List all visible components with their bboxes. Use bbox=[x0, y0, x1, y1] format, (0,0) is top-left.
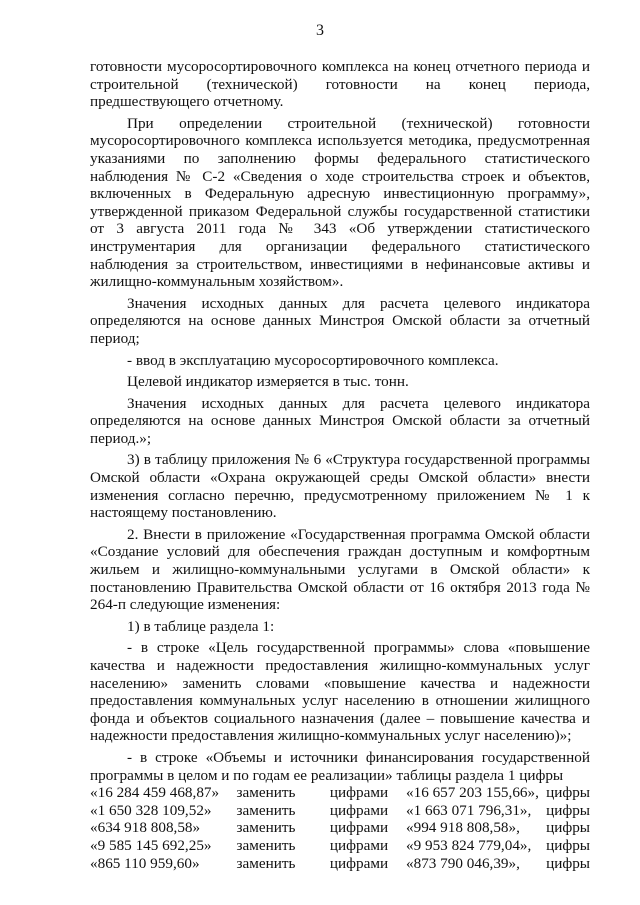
paragraph-item-2: 2. Внести в приложение «Государственная программа Омской области «Создание условий для обеспечения граждан доступным и комфортным жильем и жилищно-коммунальными услугами в Омской области» к постановлению Правительства Омской области от 16 октября 2013 года № 264-п следующие изменения: bbox=[90, 525, 590, 614]
tail-word: цифры bbox=[546, 836, 590, 854]
new-value: «9 953 824 779,04», bbox=[406, 836, 532, 854]
new-value: «873 790 046,39», bbox=[406, 854, 520, 872]
new-value: «1 663 071 796,31», bbox=[406, 801, 532, 819]
old-value: «1 650 328 109,52» bbox=[90, 801, 212, 819]
paragraph-source-data-2: Значения исходных данных для расчета целевого индикатора определяются на основе данных Минстроя Омской области за отчетный период.»; bbox=[90, 394, 590, 447]
replace-verb: заменить bbox=[236, 784, 296, 802]
paragraph-subitem-1: 1) в таблице раздела 1: bbox=[127, 617, 275, 635]
old-value: «634 918 808,58» bbox=[90, 819, 201, 837]
replacement-row bbox=[90, 784, 590, 802]
tail-word: цифры bbox=[546, 854, 590, 872]
document-body bbox=[90, 58, 590, 872]
replacement-row bbox=[90, 802, 590, 820]
replace-word: цифрами bbox=[329, 854, 389, 872]
paragraph-indicator-unit: Целевой индикатор измеряется в тыс. тонн. bbox=[127, 373, 409, 391]
replace-word: цифрами bbox=[329, 784, 389, 802]
list-item-commissioning: - ввод в эксплуатацию мусоросортировочного комплекса. bbox=[127, 351, 499, 369]
new-value: «994 918 808,58», bbox=[406, 819, 520, 837]
new-value: «16 657 203 155,66», bbox=[406, 784, 539, 802]
old-value: «9 585 145 692,25» bbox=[90, 836, 212, 854]
paragraph-item-3: 3) в таблицу приложения № 6 «Структура государственной программы Омской области «Охрана окружающей среды Омской области» внести изменения согласно перечню, предусмотренному приложением № 1 к настоящему постановлению. bbox=[90, 451, 590, 522]
replace-verb: заменить bbox=[236, 854, 296, 872]
page-number: 3 bbox=[316, 22, 324, 39]
tail-word: цифры bbox=[546, 801, 590, 819]
paragraph-funding-row: - в строке «Объемы и источники финансирования государственной программы в целом и по годам ее реализации» таблицы раздела 1 цифры bbox=[90, 748, 590, 784]
paragraph-continuation: готовности мусоросортировочного комплекса на конец отчетного периода и строительной (технической) готовности на конец периода, предшествующего отчетному. bbox=[90, 58, 590, 111]
replace-verb: заменить bbox=[236, 836, 296, 854]
old-value: «865 110 959,60» bbox=[90, 854, 200, 872]
paragraph-source-data: Значения исходных данных для расчета целевого индикатора определяются на основе данных Минстроя Омской области за отчетный период; bbox=[90, 294, 590, 347]
replace-word: цифрами bbox=[329, 819, 389, 837]
replacement-list bbox=[90, 784, 590, 872]
tail-word: цифры bbox=[546, 819, 590, 837]
tail-word: цифры bbox=[546, 784, 590, 802]
paragraph-methodology: При определении строительной (технической) готовности мусоросортировочного комплекса используется методика, предусмотренная указаниями по заполнению формы федерального статистического наблюдения № С-2 «Сведения о ходе строительства строек и объектов, включенных в Федеральную адресную инвестиционную программу», утвержденной приказом Федеральной службы государственной статистики от 3 августа 2011 года № 343 «Об утверждении статистического инструментария для организации федерального статистического наблюдения за строительством, инвестициями в нефинансовые активы и жилищно-коммунальным хозяйством». bbox=[90, 114, 590, 291]
replace-verb: заменить bbox=[236, 801, 296, 819]
replacement-row bbox=[90, 855, 590, 873]
replacement-row bbox=[90, 837, 590, 855]
old-value: «16 284 459 468,87» bbox=[90, 784, 220, 802]
replace-word: цифрами bbox=[329, 836, 389, 854]
paragraph-goal-row: - в строке «Цель государственной программы» слова «повышение качества и надежности предоставления жилищно-коммунальных услуг населению» заменить словами «повышение качества и надежности предоставления коммунальных услуг населению в отношении жилищного фонда и объектов социального назначения (далее – повышение качества и надежности предоставления жилищно-коммунальных услуг населению)»; bbox=[90, 639, 590, 745]
replacement-row bbox=[90, 819, 590, 837]
replace-verb: заменить bbox=[236, 819, 296, 837]
replace-word: цифрами bbox=[329, 801, 389, 819]
